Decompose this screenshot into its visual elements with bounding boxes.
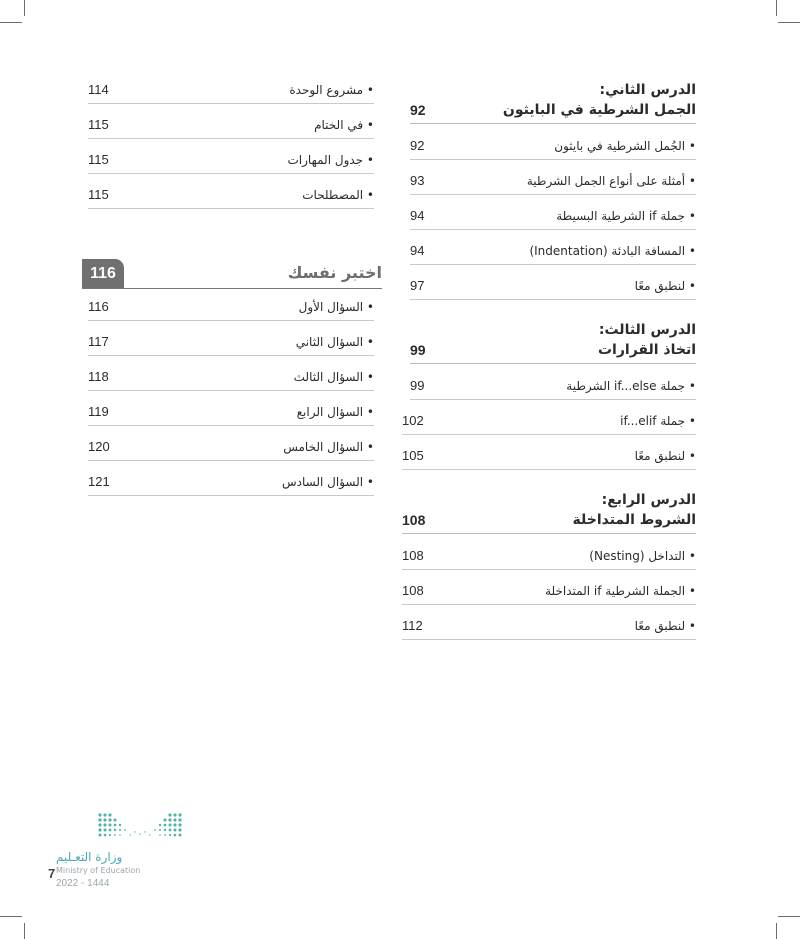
toc-row[interactable] — [88, 113, 374, 139]
toc-item-label: • السؤال الرابع — [297, 405, 374, 419]
lesson-title: الشروط المتداخلة — [572, 512, 696, 528]
toc-item-page: 117 — [88, 334, 109, 349]
toc-item-label: • لنطبق معًا — [635, 449, 696, 463]
toc-item-label: • السؤال الثالث — [294, 370, 374, 384]
toc-item-label: • السؤال الثاني — [296, 335, 374, 349]
toc-row[interactable] — [410, 239, 696, 265]
lesson-heading — [410, 338, 696, 364]
toc-item-page: 115 — [88, 152, 109, 167]
lesson-label: الدرس الرابع: — [601, 492, 696, 508]
toc-item-label: • جملة if الشرطية البسيطة — [556, 209, 696, 223]
toc-item-page: 115 — [88, 187, 109, 202]
crop-mark — [776, 923, 777, 939]
toc-item-label: • المصطلحات — [302, 188, 374, 202]
toc-item-label: • الجملة الشرطية if المتداخلة — [545, 584, 696, 598]
crop-mark — [778, 22, 800, 23]
toc-row[interactable] — [402, 409, 696, 435]
toc-item-page: 97 — [410, 278, 425, 293]
toc-row[interactable] — [402, 444, 696, 470]
crop-mark — [24, 923, 25, 939]
toc-row[interactable] — [410, 274, 696, 300]
lesson-label: الدرس الثالث: — [598, 322, 696, 338]
toc-item-page: 116 — [88, 299, 109, 314]
lesson-page: 99 — [410, 342, 426, 358]
toc-item-page: 99 — [410, 378, 425, 393]
lesson-label: الدرس الثاني: — [599, 82, 696, 98]
toc-item-label: • جملة if...elif — [620, 414, 696, 428]
toc-row[interactable] — [88, 435, 374, 461]
toc-item-page: 108 — [402, 548, 424, 563]
toc-item-page: 93 — [410, 173, 425, 188]
toc-row[interactable] — [88, 148, 374, 174]
toc-item-page: 92 — [410, 138, 425, 153]
edition-year: 2022 - 1444 — [56, 878, 110, 889]
toc-row[interactable] — [402, 614, 696, 640]
toc-item-label: • مشروع الوحدة — [289, 83, 374, 97]
crop-mark — [778, 916, 800, 917]
ministry-name-arabic: وزارة التعـليم — [56, 850, 123, 864]
lesson-heading — [410, 98, 696, 124]
toc-row[interactable] — [88, 365, 374, 391]
test-yourself-title: اختبر نفسك — [287, 263, 382, 282]
toc-item-label: • التداخل (Nesting) — [589, 549, 696, 563]
crop-mark — [0, 916, 22, 917]
toc-item-page: 102 — [402, 413, 424, 428]
toc-item-label: • السؤال الخامس — [283, 440, 374, 454]
toc-item-page: 118 — [88, 369, 109, 384]
toc-row[interactable] — [402, 544, 696, 570]
toc-item-page: 105 — [402, 448, 424, 463]
test-yourself-heading[interactable] — [82, 259, 382, 289]
toc-item-label: • السؤال الأول — [299, 300, 374, 314]
toc-row[interactable] — [410, 134, 696, 160]
toc-row[interactable] — [88, 78, 374, 104]
toc-item-page: 119 — [88, 404, 109, 419]
right-toc-column — [402, 82, 696, 652]
crop-mark — [0, 22, 22, 23]
toc-item-page: 121 — [88, 474, 110, 489]
toc-row[interactable] — [410, 169, 696, 195]
page-number: 7 — [48, 866, 56, 881]
toc-item-label: • لنطبق معًا — [635, 279, 696, 293]
toc-row[interactable] — [410, 204, 696, 230]
toc-item-label: • أمثلة على أنواع الجمل الشرطية — [527, 174, 696, 188]
lesson-title: اتخاذ القرارات — [597, 342, 696, 358]
toc-row[interactable] — [88, 183, 374, 209]
lesson-title: الجمل الشرطية في البايثون — [502, 102, 696, 118]
lesson-heading — [402, 508, 696, 534]
toc-item-label: • جملة if...else الشرطية — [566, 379, 696, 393]
toc-row[interactable] — [88, 330, 374, 356]
toc-item-page: 120 — [88, 439, 110, 454]
toc-item-label: • لنطبق معًا — [635, 619, 696, 633]
toc-item-label: • في الختام — [314, 118, 374, 132]
toc-item-label: • الجُمل الشرطية في بايثون — [554, 139, 696, 153]
lesson-page: 92 — [410, 102, 426, 118]
toc-item-page: 112 — [402, 618, 423, 633]
test-yourself-page-badge: 116 — [82, 259, 124, 288]
toc-row[interactable] — [410, 374, 696, 400]
toc-item-page: 114 — [88, 82, 109, 97]
toc-item-page: 94 — [410, 208, 425, 223]
toc-item-label: • السؤال السادس — [282, 475, 374, 489]
toc-row[interactable] — [88, 400, 374, 426]
toc-row[interactable] — [88, 470, 374, 496]
toc-item-label: • جدول المهارات — [288, 153, 375, 167]
toc-row[interactable] — [88, 295, 374, 321]
toc-row[interactable] — [402, 579, 696, 605]
crop-mark — [24, 0, 25, 16]
toc-item-page: 108 — [402, 583, 424, 598]
toc-item-page: 94 — [410, 243, 425, 258]
toc-item-page: 115 — [88, 117, 109, 132]
ministry-name-english: Ministry of Education — [56, 866, 141, 875]
lesson-page: 108 — [402, 512, 426, 528]
toc-item-label: • المسافة البادئة (Indentation) — [529, 244, 696, 258]
left-toc-column — [88, 78, 382, 508]
crop-mark — [776, 0, 777, 16]
